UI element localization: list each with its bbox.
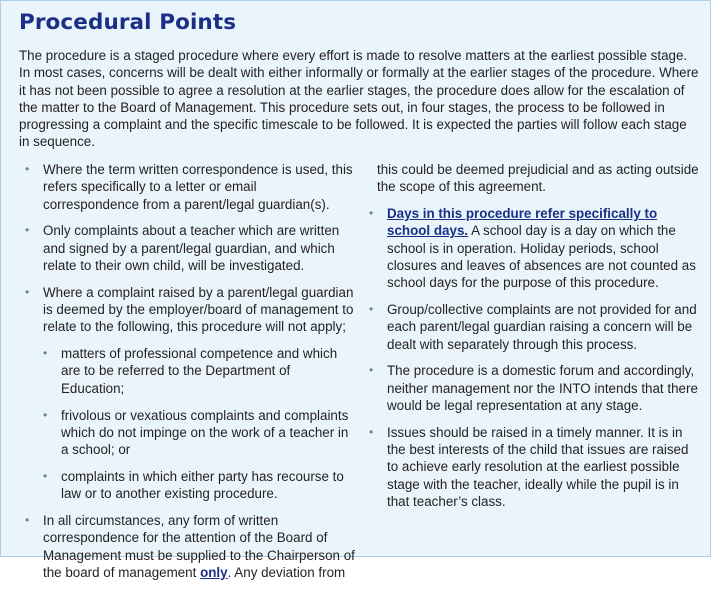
only-emphasis: only: [200, 564, 228, 580]
school-days-emphasis: Days in this procedure refer specifically to school days.: [387, 206, 658, 239]
sub-bullet-frivolous-complaints: • frivolous or vexatious complaints and complaints which do not impinge on the work of a teacher in a school; or: [37, 407, 355, 459]
left-bullet-list: [19, 161, 355, 581]
intro-paragraph: The procedure is a staged procedure where every effort is made to resolve matters at the earliest possible stage. In most cases, concerns will be dealt with either informally or formally at the earlier stages of the procedure. Where it has not been possible to agree a resolution at the earlier stages, the procedure does allow for the escalation of the matter to the Board of Management. This procedure sets out, in four stages, the process to be followed in progressing a complaint and the specific timescale to be followed. It is expected the parties will follow each stage in sequence.: [19, 48, 699, 150]
left-column: [19, 161, 355, 591]
bullet-procedure-not-apply: • Where a complaint raised by a parent/legal guardian is deemed by the employer/board of management to relate to the following, this procedure will not apply;: [19, 284, 355, 336]
school-days-text: A school day is a day on which the school is in operation. Holiday periods, school closures and leaves of absences are not counted as school days for the purpose of this procedure.: [387, 223, 696, 291]
right-bullet-list: [363, 205, 699, 510]
bullet-school-days: [363, 205, 699, 291]
bullet-complaints-investigated: • Only complaints about a teacher which are written and signed by a parent/legal guardian, and which relate to their own child, will be investigated.: [19, 222, 355, 274]
all-circumstances-text: In all circumstances, any form of written correspondence for the attention of the Board of Management must be supplied to the Chairperson of the board of management: [43, 513, 355, 580]
bullet-domestic-forum: • The procedure is a domestic forum and accordingly, neither management nor the INTO intends that there would be legal representation at any stage.: [363, 362, 699, 414]
bullet-all-circumstances: [19, 512, 355, 581]
continuation-text: this could be deemed prejudicial and as acting outside the scope of this agreement.: [377, 162, 699, 195]
deviation-text: . Any deviation from: [227, 564, 346, 580]
bullet-group-complaints: • Group/collective complaints are not provided for and each parent/legal guardian raising a concern will be dealt with separately through this process.: [363, 301, 699, 353]
sub-bullet-professional-competence: • matters of professional competence and which are to be referred to the Department of Education;: [37, 345, 355, 397]
section-title: Procedural Points: [19, 10, 237, 35]
sub-bullet-recourse-to-law: • complaints in which either party has recourse to law or to another existing procedure.: [37, 468, 355, 503]
bullet-written-correspondence: • Where the term written correspondence is used, this refers specifically to a letter or email correspondence from a parent/legal guardian(s).: [19, 161, 355, 213]
bullet-timely-manner: • Issues should be raised in a timely manner. It is in the best interests of the child that issues are raised to achieve early resolution at the earliest possible stage with the teacher, ideally while the pupil is in that teacher’s class.: [363, 424, 699, 510]
right-column: [363, 161, 699, 520]
